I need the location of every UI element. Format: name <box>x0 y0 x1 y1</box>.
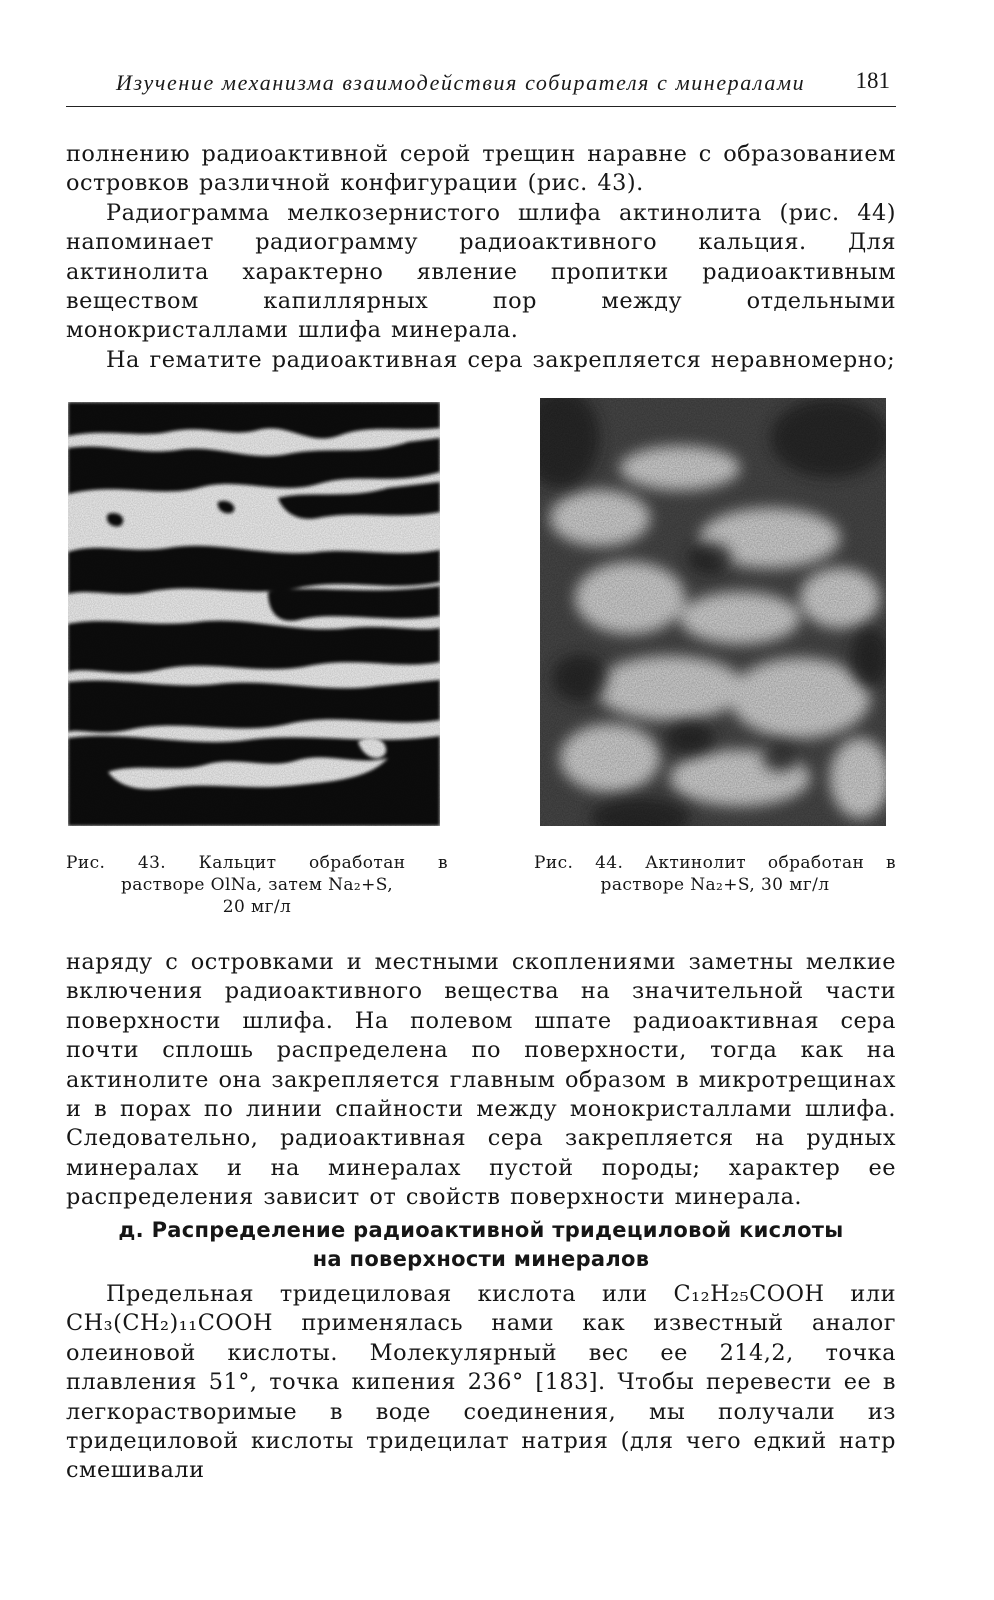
text-block-middle <box>66 948 896 1213</box>
text-block-top <box>66 140 896 375</box>
caption-line: растворе OlNa, затем Na₂+S, <box>120 875 394 895</box>
caption-line: Рис. 43. Кальцит обработан в <box>66 853 448 873</box>
section-heading-line: д. Распределение радиоактивной тридециловой кислоты <box>118 1218 844 1242</box>
paragraph: наряду с островками и местными скоплениями заметны мелкие включения радиоактивного вещества на значительной части поверхности шлифа. На полевом шпате радиоактивная сера почти сплошь распределена по поверхности, тогда как на актинолите она закрепляется главным образом в микротрещинах и в порах по линии спайности между монокристаллами шлифа. Следовательно, радиоактивная сера закрепляется на рудных минералах и на минералах пустой породы; характер ее распределения зависит от свойств поверхности минерала. <box>66 949 896 1211</box>
figure-43-caption <box>66 852 448 918</box>
figure-43-radiogram <box>68 402 440 826</box>
paragraph: На гематите радиоактивная сера закрепляется неравномерно; <box>106 346 896 373</box>
paragraph: полнению радиоактивной серой трещин наравне с образованием островков различной конфигурации (рис. 43). <box>66 141 896 197</box>
figure-43-image <box>68 402 440 826</box>
text-block-bottom <box>66 1280 896 1486</box>
figure-44-caption <box>534 852 896 896</box>
page-number: 181 <box>855 68 890 93</box>
caption-line: 20 мг/л <box>222 897 292 917</box>
running-header <box>66 66 896 107</box>
running-title: Изучение механизма взаимодействия собирателя с минералами <box>116 70 806 95</box>
paragraph: Предельная тридециловая кислота или C₁₂H₂₅COOH или CH₃(CH₂)₁₁COOH применялась нами как известный аналог олеиновой кислоты. Молекулярный вес ее 214,2, точка плавления 51°, точка кипения 236° [183]. Чтобы перевести ее в легкорастворимые в воде соединения, мы получали из тридециловой кислоты тридецилат натрия (для чего едкий натр смешивали <box>66 1281 896 1484</box>
section-heading-line: на поверхности минералов <box>312 1247 650 1271</box>
caption-line: Рис. 44. Актинолит обработан в <box>534 853 896 873</box>
section-heading <box>66 1216 896 1274</box>
figure-44-image <box>540 398 886 826</box>
figure-44-radiogram <box>540 398 886 826</box>
paragraph: Радиограмма мелкозернистого шлифа актинолита (рис. 44) напоминает радиограмму радиоактивного кальция. Для актинолита характерно явление пропитки радиоактивным веществом капиллярных пор между отдельными монокристаллами шлифа минерала. <box>66 199 896 344</box>
caption-line: растворе Na₂+S, 30 мг/л <box>600 875 830 895</box>
